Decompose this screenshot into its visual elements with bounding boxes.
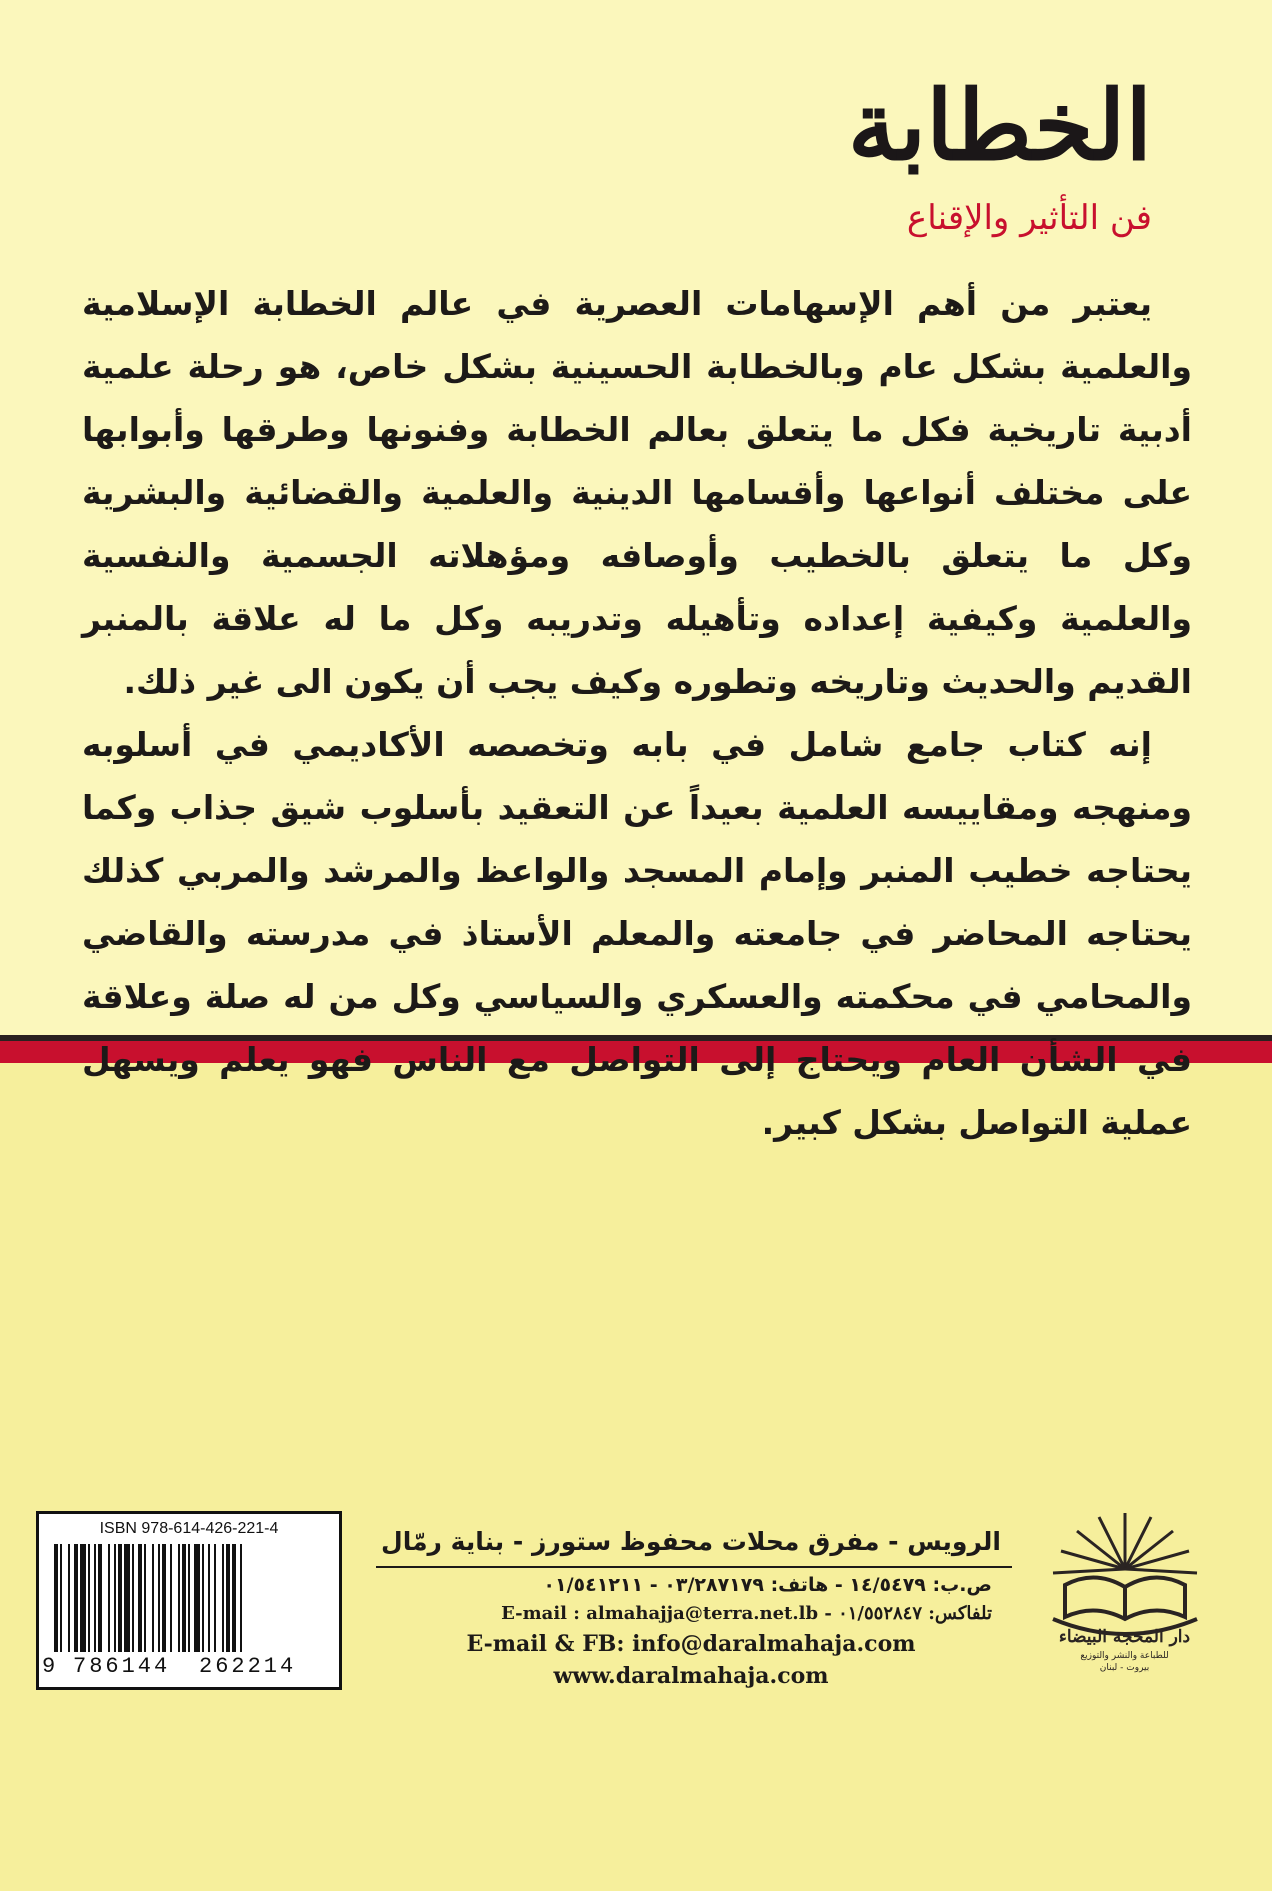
book-title: الخطابة <box>847 69 1152 182</box>
publisher-logo-name: دار المحجة البيضاء <box>1058 1626 1191 1647</box>
barcode-bar <box>202 1544 204 1652</box>
address-underline <box>376 1566 1012 1568</box>
barcode-bar <box>114 1544 116 1652</box>
publisher-panel <box>0 1063 1272 1891</box>
description-paragraph-2: إنه كتاب جامع شامل في بابه وتخصصه الأكاديمي في أسلوبه ومنهجه ومقاييسه العلمية بعيداً عن التعقيد بأسلوب شيق جذاب وكما يحتاجه خطيب المنبر وإمام المسجد والواعظ والمرشد والمربي كذلك يحتاجه المحاضر في جامعته والمعلم الأستاذ في مدرسته والقاضي والمحامي في محكمته والعسكري والسياسي وكل من له صلة وعلاقة في الشأن العام ويحتاج إلى التواصل مع الناس فهو يعلم ويسهل عملية التواصل بشكل كبير. <box>82 725 1192 1142</box>
barcode-digits-mid: 786144 <box>73 1654 171 1680</box>
barcode-bar <box>54 1544 58 1652</box>
barcode-bar <box>158 1544 160 1652</box>
book-sunburst-icon <box>1037 1499 1212 1674</box>
publisher-website: www.daralmahaja.com <box>553 1662 829 1689</box>
barcode-bar <box>60 1544 62 1652</box>
barcode-bar <box>68 1544 70 1652</box>
book-subtitle: فن التأثير والإقناع <box>906 198 1152 238</box>
barcode-bar <box>74 1544 78 1652</box>
barcode-bar <box>94 1544 96 1652</box>
barcode-bar <box>226 1544 230 1652</box>
barcode-bar <box>178 1544 180 1652</box>
barcode-bar <box>88 1544 90 1652</box>
publisher-phone: ص.ب: ١٤/٥٤٧٩ - هاتف: ٠٣/٢٨٧١٧٩ - ٠١/٥٤١٢١١ <box>543 1574 992 1597</box>
publisher-logo <box>1037 1499 1212 1674</box>
barcode-bar <box>124 1544 130 1652</box>
publisher-address: الرويس - مفرق محلات محفوظ ستورز - بناية رمّال <box>381 1526 1001 1556</box>
publisher-email-fb: E-mail & FB: info@daralmahaja.com <box>466 1630 916 1657</box>
barcode-bar <box>194 1544 200 1652</box>
barcode-bar <box>152 1544 154 1652</box>
barcode-icon <box>54 1544 324 1652</box>
barcode-bar <box>118 1544 122 1652</box>
barcode-digit-first: 9 <box>42 1654 56 1680</box>
description-text <box>82 272 1192 1154</box>
barcode-bar <box>162 1544 166 1652</box>
barcode-bar <box>138 1544 142 1652</box>
barcode-bar <box>144 1544 146 1652</box>
barcode-bar <box>182 1544 186 1652</box>
barcode-bar <box>98 1544 102 1652</box>
barcode-bar <box>240 1544 242 1652</box>
publisher-fax-email: تلفاكس: ٠١/٥٥٢٨٤٧ - E-mail : almahajja@terra.net.lb <box>501 1602 992 1624</box>
barcode-bar <box>214 1544 216 1652</box>
barcode-bar <box>232 1544 236 1652</box>
publisher-logo-subtext-2: بيروت - لبنان <box>1099 1662 1150 1673</box>
isbn-label: ISBN 978-614-426-221-4 <box>99 1520 279 1538</box>
publisher-logo-subtext-1: للطباعة والنشر والتوزيع <box>1080 1650 1169 1661</box>
barcode-bar <box>188 1544 190 1652</box>
barcode-bar <box>108 1544 110 1652</box>
barcode-digits-last: 262214 <box>199 1654 297 1680</box>
description-paragraph-1: يعتبر من أهم الإسهامات العصرية في عالم الخطابة الإسلامية والعلمية بشكل عام وبالخطابة الحسينية بشكل خاص، هو رحلة علمية أدبية تاريخية فكل ما يتعلق بعالم الخطابة وفنونها وطرقها وأبوابها على مختلف أنواعها وأقسامها الدينية والعلمية والقضائية والبشرية وكل ما يتعلق بالخطيب وأوصافه ومؤهلاته الجسمية والنفسية والعلمية وكيفية إعداده وتأهيله وتدريبه وكل ما له علاقة بالمنبر القديم والحديث وتاريخه وتطوره وكيف يجب أن يكون الى غير ذلك. <box>82 284 1192 701</box>
barcode-bar <box>170 1544 172 1652</box>
isbn-barcode-box <box>36 1511 342 1690</box>
barcode-bar <box>222 1544 224 1652</box>
barcode-bar <box>208 1544 210 1652</box>
barcode-bar <box>80 1544 86 1652</box>
barcode-bar <box>132 1544 134 1652</box>
